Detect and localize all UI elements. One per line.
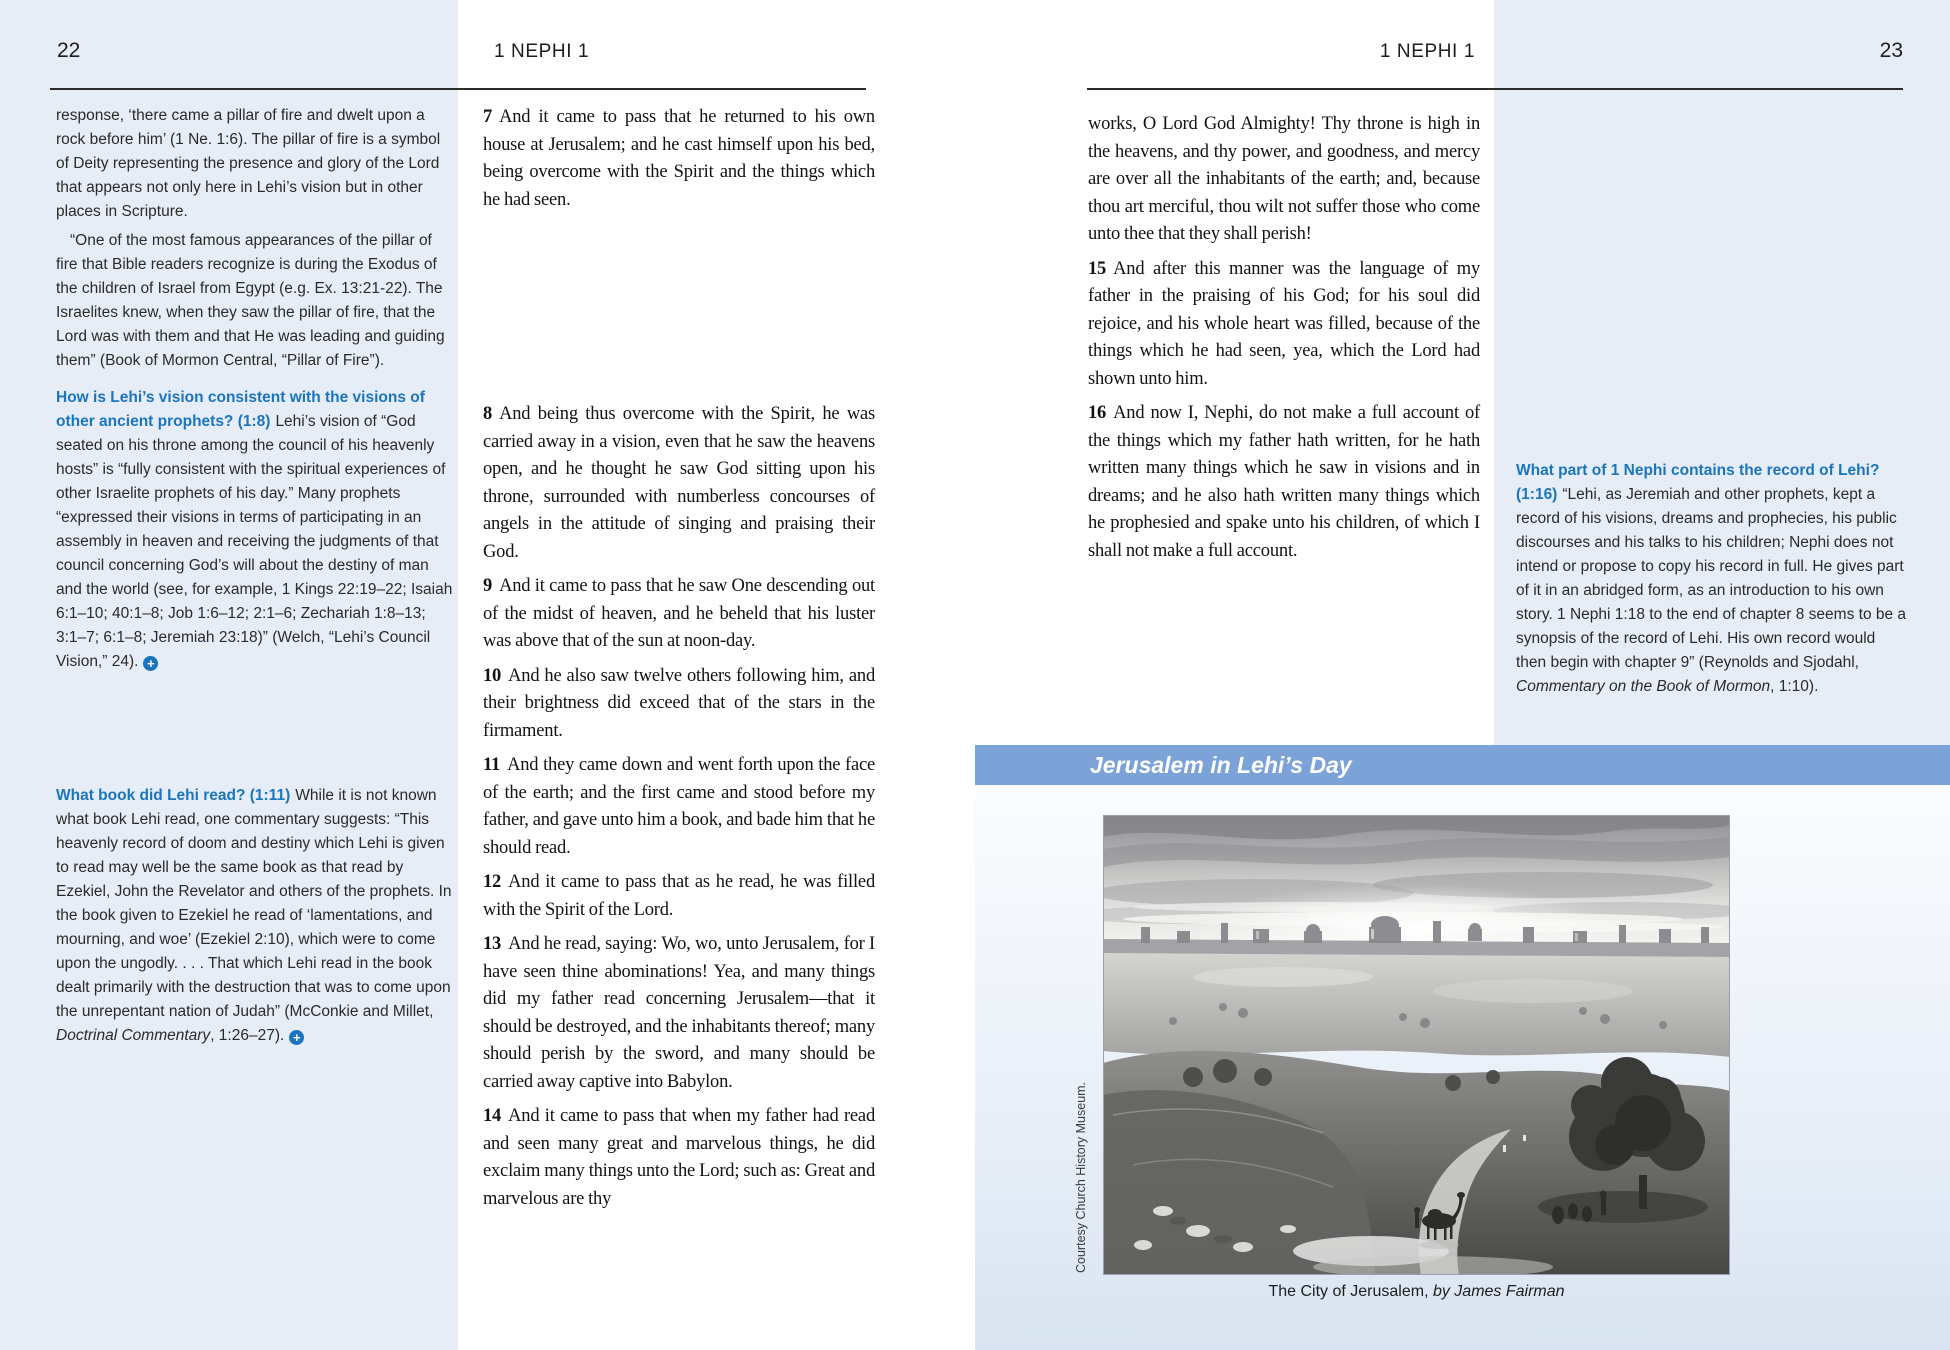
page-number-left: 22 [57,39,81,62]
verse-text: And being thus overcome with the Spirit, he was carried away in a vision, even that he saw the heavens open, and he thought he saw God sitting upon his throne, surrounded with numberless concourses of angels in the attitude of singing and praising their God. [483,404,875,562]
verse-7 [483,104,875,214]
header-rule-right [1087,88,1903,90]
commentary-paragraph: “One of the most famous appearances of the pillar of fire that Bible readers recognize is during the Exodus of the children of Israel from Egypt (e.g. Ex. 13:21-22). The Israelites knew, when they saw the pillar of fire, that the Lord was with them and that He was leading and guiding them” (Book of Mormon Central, “Pillar of Fire”). [56,232,445,369]
feature-banner-title: Jerusalem in Lehi’s Day [1090,752,1352,778]
verse-11 [483,752,875,862]
verse-number: 7 [483,107,493,127]
commentary-note-lehis-vision [56,386,454,674]
verse-13 [483,931,875,1096]
header-rule-left [50,88,866,90]
verse-number: 16 [1088,403,1107,423]
verse-8 [483,401,875,566]
verse-number: 13 [483,934,502,954]
verse-9 [483,573,875,656]
verse-text: And they came down and went forth upon the face of the earth; and the first came and stood before my father, and gave unto him a book, and bade him that he should read. [483,755,875,858]
plus-circle-icon: + [143,656,158,671]
verse-text: works, O Lord God Almighty! Thy throne is high in the heavens, and thy power, and goodness, and mercy are over all the inhabitants of the earth; and, because thou art merciful, thou wilt not suffer those who come unto thee that they shall perish! [1088,114,1480,244]
page-number-right: 23 [1879,39,1903,62]
verse-number: 12 [483,872,502,892]
cited-work-title: Doctrinal Commentary [56,1027,211,1044]
verse-text: And it came to pass that when my father had read and seen many great and marvelous things, he did exclaim many things unto the Lord; such as: Great and marvelous are thy [483,1106,875,1209]
verse-number: 11 [483,755,501,775]
verse-12 [483,869,875,924]
verse-text: And it came to pass that he saw One descending out of the midst of heaven, and he beheld that his luster was above that of the sun at noon-day. [483,576,875,651]
note-answer: “Lehi, as Jeremiah and other prophets, kept a record of his visions, dreams and prophecies, his public discourses and his talks to his children; Nephi does not intend or propose to copy his record in full. He gives part of it in an abridged form, as an introduction to his own story. 1 Nephi 1:18 to the end of chapter 8 seems to be a synopsis of the record of Lehi. His own record would then begin with chapter 9” (Reynolds and Sjodahl, [1516,486,1907,671]
verse-text: And he also saw twelve others following him, and their brightness did exceed that of the stars in the firmament. [483,665,875,741]
scripture-column-left-top [483,104,875,221]
jerusalem-painting [1103,815,1730,1275]
note-question: How is Lehi’s vision consistent with the visions of other ancient prophets? (1:8) [56,389,425,430]
verse-14-continued [1088,111,1480,249]
caption-title: The City of Jerusalem, [1268,1283,1433,1300]
scripture-column-left [483,401,875,1220]
running-head-left: 1 NEPHI 1 [494,41,590,62]
right-sidebar-commentary [1516,459,1908,699]
cited-work-title: Commentary on the Book of Mormon [1516,678,1771,695]
verse-text: And he read, saying: Wo, wo, unto Jerusalem, for I have seen thine abominations! Yea, and many things did my father read concerning Jerusalem—that it should be destroyed, and the inhabitants thereof; many should perish by the sword, and many should be carried away captive into Babylon. [483,934,875,1092]
note-answer: Lehi’s vision of “God seated on his throne among the council of his heavenly hosts” is “fully consistent with the spiritual experiences of other Israelite prophets of his day.” Many prophets “expressed their visions in terms of participating in an assembly in heaven and receiving the judgments of that council concerning God’s will about the destiny of man and the world (see, for example, 1 Kings 22:19–22; Isaiah 6:1–10; 40:1–8; Job 1:6–12; 2:1–6; Zechariah 1:8–13; 3:1–7; 6:1–8; Jeremiah 23:18)” (Welch, “Lehi’s Council Vision,” 24). [56,413,453,670]
left-sidebar-commentary [56,104,454,1048]
verse-number: 9 [483,576,493,596]
scripture-column-right [1088,111,1480,572]
verse-number: 14 [483,1106,502,1126]
verse-14 [483,1103,875,1213]
note-answer-tail: , 1:10). [1770,678,1819,695]
feature-banner [975,745,1950,785]
painting-caption [1103,1283,1730,1301]
verse-text: And after this manner was the language of my father in the praising of his God; for his soul did rejoice, and his whole heart was filled, because of the things which he had seen, yea, which the Lord had shown unto him. [1088,258,1480,389]
note-question: What part of 1 Nephi contains the record of Lehi? (1:16) [1516,462,1880,503]
verse-text: And now I, Nephi, do not make a full account of the things which my father hath written, for he hath written many things which he saw in visions and in dreams; and he also hath written many things which he prophesied and spake unto his children, of which I shall not make a full account. [1088,403,1480,561]
caption-author: by James Fairman [1432,1283,1565,1300]
verse-number: 8 [483,404,493,424]
verse-number: 10 [483,665,502,686]
verse-text: And it came to pass that as he read, he was filled with the Spirit of the Lord. [483,872,875,920]
note-answer: While it is not known what book Lehi read, one commentary suggests: “This heavenly record of doom and destiny which Lehi is given to read may well be the same book as that read by Ezekiel, John the Revelator and others of the prophets. In the book given to Ezekiel he read of ‘lamentations, and mourning, and woe’ (Ezekiel 2:10), which were to come upon the ungodly. . . . That which Lehi read in the book dealt primarily with the destruction that was to come upon the unrepentant nation of Judah” (McConkie and Millet, [56,787,452,1020]
note-answer-tail: , 1:26–27). [210,1027,285,1044]
running-head-right: 1 NEPHI 1 [1379,41,1475,62]
commentary-note-record-of-lehi [1516,459,1908,699]
plus-circle-icon: + [289,1030,304,1045]
verse-text: And it came to pass that he returned to his own house at Jerusalem; and he cast himself upon his bed, being overcome with the Spirit and the things which he had seen. [483,107,875,210]
verse-number: 15 [1088,258,1107,279]
verse-16 [1088,400,1480,565]
commentary-note-lehis-book [56,784,454,1048]
verse-10 [483,663,875,746]
commentary-paragraph: response, ‘there came a pillar of fire and dwelt upon a rock before him’ (1 Ne. 1:6). The pillar of fire is a symbol of Deity representing the presence and glory of the Lord that appears not only here in Lehi’s vision but in other places in Scripture. [56,107,441,220]
painting-credit: Courtesy Church History Museum. [1074,1081,1088,1273]
verse-15 [1088,256,1480,394]
note-question: What book did Lehi read? (1:11) [56,787,291,804]
